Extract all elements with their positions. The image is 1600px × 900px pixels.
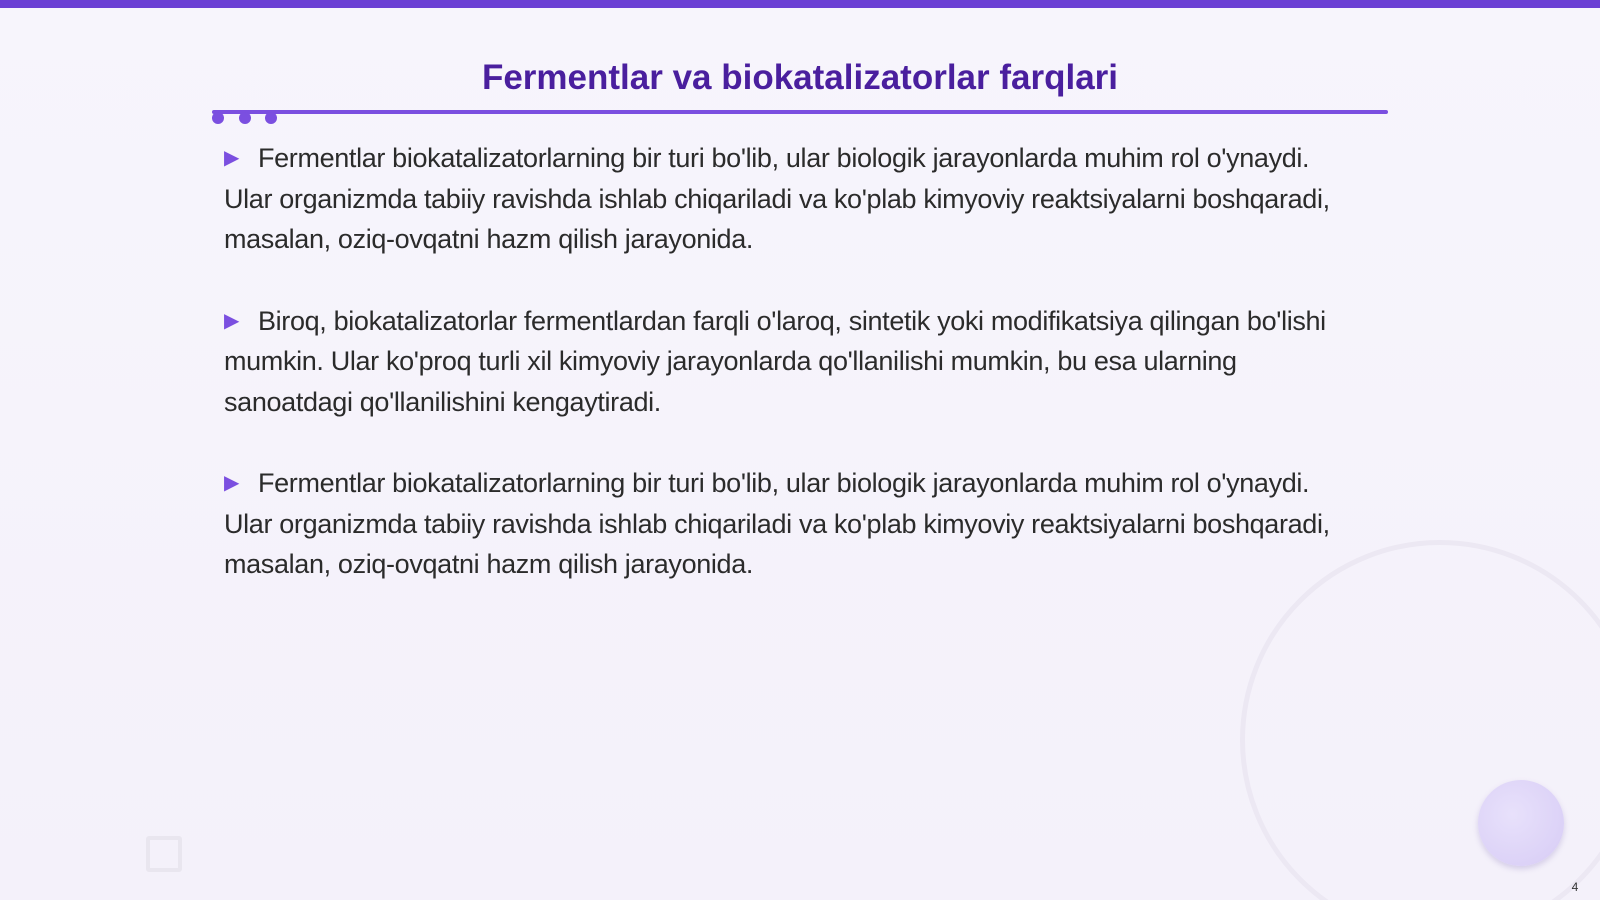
top-accent-bar — [0, 0, 1600, 8]
page-number: 4 — [1571, 880, 1579, 894]
decorative-dot — [212, 112, 224, 124]
decorative-square — [146, 836, 182, 872]
slide-title: Fermentlar va biokatalizatorlar farqlari — [481, 58, 1119, 97]
triangle-bullet-icon: ▶ — [224, 309, 240, 332]
bullet-item — [224, 463, 1364, 585]
title-underline — [212, 110, 1388, 114]
decorative-dot — [239, 112, 251, 124]
bullet-item — [224, 138, 1364, 260]
bullet-text: Fermentlar biokatalizatorlarning bir turi bo'lib, ular biologik jarayonlarda muhim rol o'ynaydi. Ular organizmda tabiiy ravishda ishlab chiqariladi va ko'plab kimyoviy reaktsiyalarni boshqaradi, masalan, oziq-ovqatni hazm qilish jarayonida. — [224, 143, 1330, 254]
triangle-bullet-icon: ▶ — [224, 472, 240, 494]
bullet-text: Biroq, biokatalizatorlar fermentlardan farqli o'laroq, sintetik yoki modifikatsiya qilingan bo'lishi mumkin. Ular ko'proq turli xil kimyoviy jarayonlarda qo'llanilishi mumkin, bu esa ularning sanoatdagi qo'llanilishini kengaytiradi. — [224, 305, 1326, 417]
triangle-bullet-icon: ▶ — [224, 147, 240, 169]
bullet-text: Fermentlar biokatalizatorlarning bir turi bo'lib, ular biologik jarayonlarda muhim rol o'ynaydi. Ular organizmda tabiiy ravishda ishlab chiqariladi va ko'plab kimyoviy reaktsiyalarni boshqaradi, masalan, oziq-ovqatni hazm qilish jarayonida. — [224, 468, 1330, 579]
decorative-dot — [265, 112, 277, 124]
decorative-sphere — [1478, 780, 1564, 866]
bullet-list — [224, 138, 1364, 626]
bullet-item — [224, 301, 1364, 423]
